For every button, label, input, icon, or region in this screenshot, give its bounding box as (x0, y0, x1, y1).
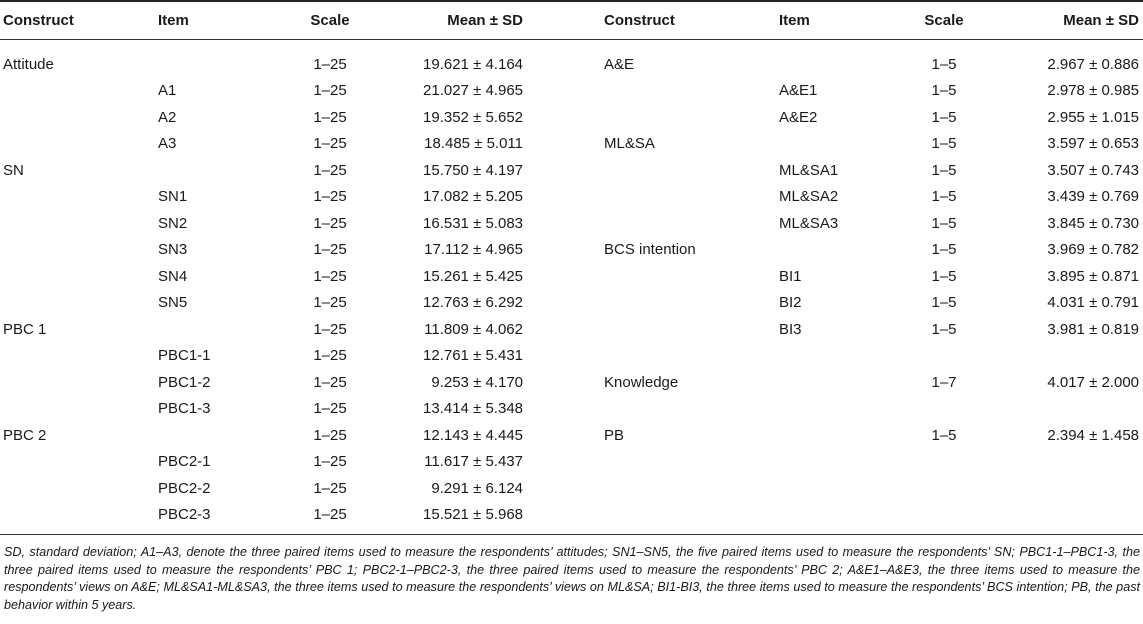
cell-item: A2 (158, 108, 177, 126)
cell-scale-right: 1–5 (931, 214, 957, 232)
cell-mean-sd: 12.143 ± 4.445 (423, 426, 523, 444)
cell-mean-sd-right: 3.969 ± 0.782 (1047, 241, 1139, 259)
cell-construct-right: Knowledge (604, 373, 679, 391)
cell-scale-right: 1–5 (931, 241, 957, 259)
cell-scale: 1–25 (313, 294, 347, 312)
cell-scale: 1–25 (313, 426, 347, 444)
cell-scale-right: 1–5 (931, 135, 957, 153)
cell-mean-sd-right (1000, 396, 1139, 423)
cell-scale: 1–25 (313, 214, 347, 232)
cell-item-right: ML&SA1 (779, 161, 839, 179)
table-row (0, 104, 1143, 131)
cell-construct-right: PB (604, 426, 625, 444)
cell-item: SN5 (158, 294, 188, 312)
cell-scale: 1–25 (313, 135, 347, 153)
cell-item: PBC1-2 (158, 373, 211, 391)
cell-item-right: A&E2 (779, 108, 818, 126)
cell-scale: 1–25 (313, 188, 347, 206)
cell-mean-sd: 12.761 ± 5.431 (423, 347, 523, 365)
cell-scale-right: 1–5 (931, 320, 957, 338)
cell-scale: 1–25 (313, 161, 347, 179)
cell-mean-sd: 9.253 ± 4.170 (431, 373, 523, 391)
cell-scale: 1–25 (313, 55, 347, 73)
cell-mean-sd: 19.621 ± 4.164 (423, 55, 523, 73)
bottom-rule (0, 534, 1143, 535)
cell-mean-sd: 19.352 ± 5.652 (423, 108, 523, 126)
cell-scale: 1–25 (313, 373, 347, 391)
cell-item-right: BI2 (779, 294, 802, 312)
cell-mean-sd: 9.291 ± 6.124 (431, 479, 523, 497)
cell-mean-sd: 11.809 ± 4.062 (424, 320, 523, 338)
cell-item: SN2 (158, 214, 188, 232)
cell-mean-sd-right (1000, 475, 1139, 502)
table-row (0, 475, 1143, 502)
header-item-right: Item (779, 12, 810, 29)
cell-construct-right: BCS intention (604, 241, 696, 259)
cell-scale-right (894, 475, 994, 502)
cell-mean-sd-right: 3.439 ± 0.769 (1047, 188, 1139, 206)
cell-scale: 1–25 (313, 506, 347, 524)
table-row (0, 369, 1143, 396)
cell-mean-sd: 15.261 ± 5.425 (423, 267, 523, 285)
table-row (0, 502, 1143, 529)
cell-scale-right: 1–5 (931, 108, 957, 126)
cell-scale-right (894, 396, 994, 423)
cell-mean-sd-right: 3.597 ± 0.653 (1047, 135, 1139, 153)
cell-scale: 1–25 (313, 267, 347, 285)
table-row (0, 290, 1143, 317)
cell-item: SN3 (158, 241, 188, 259)
cell-item-right: BI1 (779, 267, 802, 285)
table-row (0, 51, 1143, 78)
cell-scale-right (894, 502, 994, 529)
cell-mean-sd-right: 4.017 ± 2.000 (1047, 373, 1139, 391)
cell-scale: 1–25 (313, 241, 347, 259)
cell-item: PBC2-3 (158, 506, 211, 524)
cell-scale-right: 1–5 (931, 82, 957, 100)
header-mean-sd-right: Mean ± SD (1063, 12, 1139, 29)
cell-construct: PBC 2 (3, 426, 47, 444)
table-row (0, 210, 1143, 237)
header-mean-sd: Mean ± SD (447, 12, 523, 29)
cell-mean-sd-right (1000, 502, 1139, 529)
cell-scale-right: 1–5 (931, 426, 957, 444)
cell-mean-sd-right: 3.895 ± 0.871 (1047, 267, 1139, 285)
table-row (0, 131, 1143, 158)
cell-mean-sd-right: 2.955 ± 1.015 (1047, 108, 1139, 126)
table-row (0, 263, 1143, 290)
cell-construct: Attitude (3, 55, 54, 73)
table-row (0, 157, 1143, 184)
cell-item: SN4 (158, 267, 188, 285)
cell-item-right: BI3 (779, 320, 802, 338)
header-item: Item (158, 12, 189, 29)
table-header-row (0, 2, 1143, 40)
cell-scale-right: 1–5 (931, 55, 957, 73)
cell-scale-right: 1–5 (931, 188, 957, 206)
cell-scale: 1–25 (313, 108, 347, 126)
table-row (0, 422, 1143, 449)
cell-mean-sd: 13.414 ± 5.348 (423, 400, 523, 418)
cell-item: PBC1-1 (158, 347, 211, 365)
cell-scale: 1–25 (313, 347, 347, 365)
table-footnote: SD, standard deviation; A1–A3, denote the three paired items used to measure the respondents’ attitudes; SN1–SN5, the five paired items used to measure the respondents’ SN; PBC1-1–PBC1-3, the three paired items used to measure the respondents’ PBC 1; PBC2-1–PBC2-3, the three paired items used to measure the respondents’ PBC 2; A&E1–A&E3, the three items used to measure the respondents’ views on A&E; ML&SA1-ML&SA3, the three items used to measure the respondents’ views on ML&SA; BI1-BI3, the three items used to measure the respondents’ BCS intention; PB, the past behavior within 5 years. (4, 545, 1140, 612)
cell-scale-right: 1–5 (931, 267, 957, 285)
cell-item: PBC2-1 (158, 453, 211, 471)
cell-item-right: A&E1 (779, 82, 818, 100)
cell-construct: SN (3, 161, 24, 179)
table-row (0, 396, 1143, 423)
cell-mean-sd: 12.763 ± 6.292 (423, 294, 523, 312)
cell-mean-sd-right: 2.394 ± 1.458 (1047, 426, 1139, 444)
cell-mean-sd-right: 2.978 ± 0.985 (1047, 82, 1139, 100)
cell-item: SN1 (158, 188, 188, 206)
cell-mean-sd: 16.531 ± 5.083 (423, 214, 523, 232)
cell-construct-right: ML&SA (604, 135, 655, 153)
cell-mean-sd: 18.485 ± 5.011 (424, 135, 523, 153)
cell-mean-sd-right (1000, 449, 1139, 476)
cell-scale-right (894, 449, 994, 476)
cell-mean-sd: 17.112 ± 4.965 (424, 241, 523, 259)
cell-construct-right: A&E (604, 55, 635, 73)
cell-item: A1 (158, 82, 177, 100)
cell-scale-right (894, 343, 994, 370)
header-scale: Scale (310, 12, 350, 29)
cell-mean-sd-right (1000, 343, 1139, 370)
header-construct-right: Construct (604, 12, 675, 29)
cell-mean-sd: 11.617 ± 5.437 (424, 453, 523, 471)
cell-item-right: ML&SA2 (779, 188, 839, 206)
cell-scale: 1–25 (313, 82, 347, 100)
cell-mean-sd-right: 4.031 ± 0.791 (1047, 294, 1139, 312)
cell-scale: 1–25 (313, 453, 347, 471)
header-construct: Construct (3, 12, 74, 29)
table-row (0, 449, 1143, 476)
cell-mean-sd: 15.750 ± 4.197 (423, 161, 523, 179)
cell-mean-sd-right: 3.845 ± 0.730 (1047, 214, 1139, 232)
table-row (0, 316, 1143, 343)
cell-mean-sd-right: 3.981 ± 0.819 (1047, 320, 1139, 338)
cell-scale-right: 1–5 (931, 294, 957, 312)
cell-item: PBC1-3 (158, 400, 211, 418)
table-body (0, 40, 1143, 528)
cell-mean-sd-right: 3.507 ± 0.743 (1047, 161, 1139, 179)
header-scale-right: Scale (924, 12, 964, 29)
cell-item: PBC2-2 (158, 479, 211, 497)
cell-mean-sd: 15.521 ± 5.968 (423, 506, 523, 524)
cell-scale-right: 1–7 (931, 373, 957, 391)
cell-scale: 1–25 (313, 320, 347, 338)
cell-scale: 1–25 (313, 479, 347, 497)
cell-construct: PBC 1 (3, 320, 47, 338)
table-row (0, 237, 1143, 264)
cell-mean-sd-right: 2.967 ± 0.886 (1047, 55, 1139, 73)
cell-item-right: ML&SA3 (779, 214, 839, 232)
cell-mean-sd: 21.027 ± 4.965 (423, 82, 523, 100)
table-row (0, 184, 1143, 211)
cell-item: A3 (158, 135, 177, 153)
cell-scale-right: 1–5 (931, 161, 957, 179)
cell-scale: 1–25 (313, 400, 347, 418)
table-row (0, 78, 1143, 105)
table-row (0, 343, 1143, 370)
cell-mean-sd: 17.082 ± 5.205 (423, 188, 523, 206)
